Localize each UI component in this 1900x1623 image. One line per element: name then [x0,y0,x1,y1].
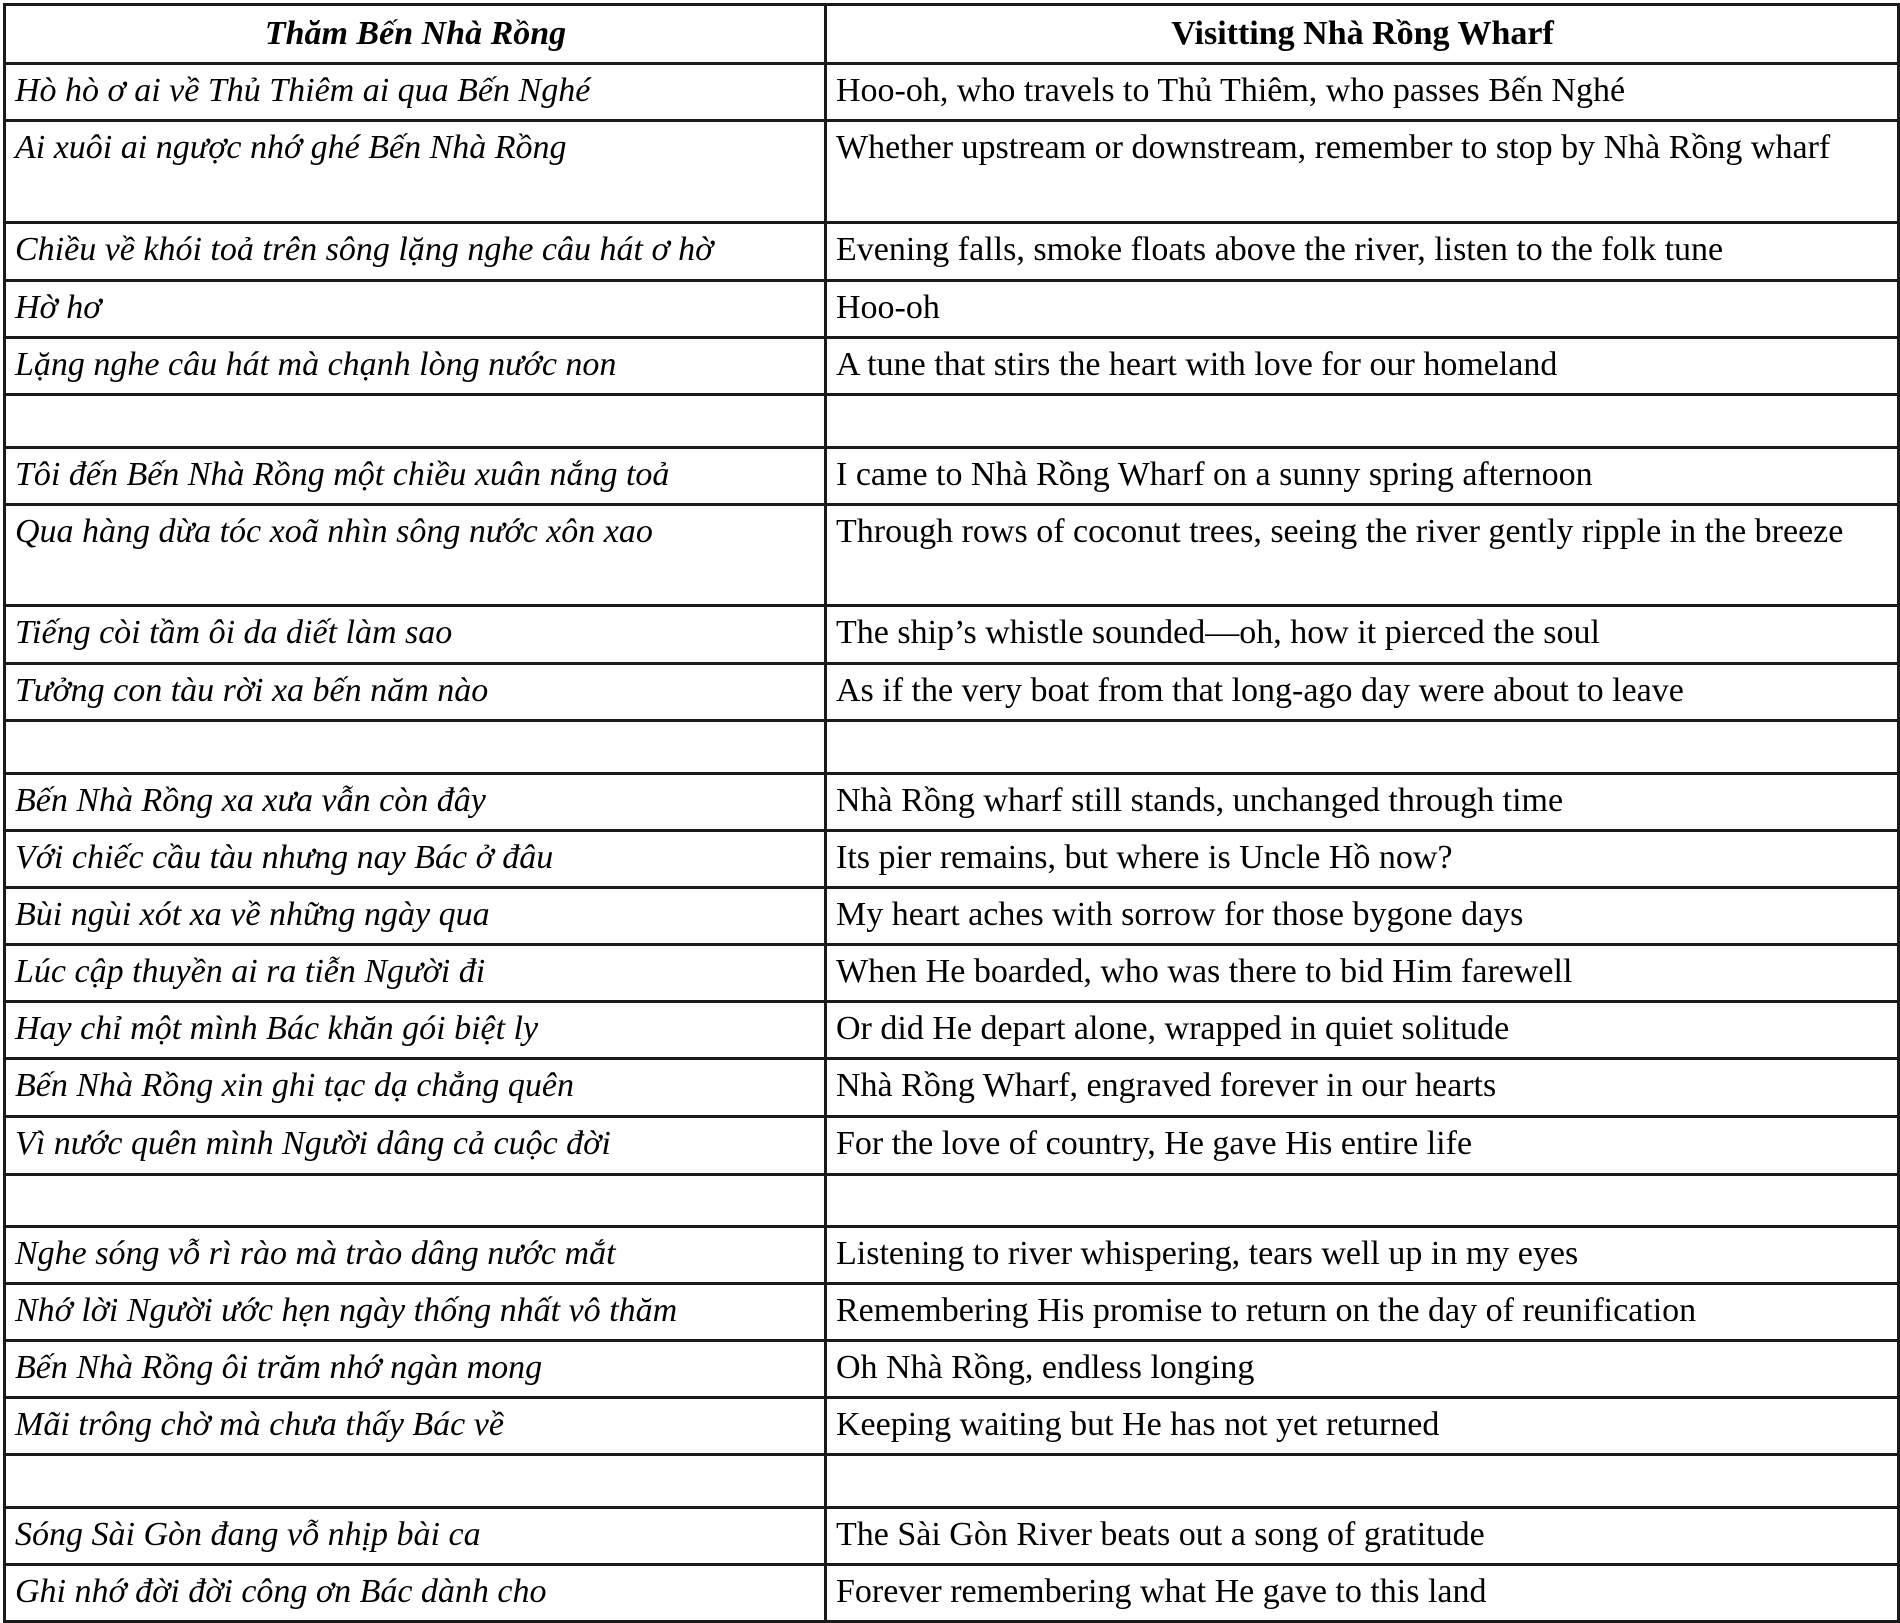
verse-row [5,1284,1899,1341]
vietnamese-verse-cell: Hay chỉ một mình Bác khăn gói biệt ly [5,1002,826,1059]
verse-row [5,606,1899,664]
english-translation-cell: For the love of country, He gave His entire life [826,1117,1899,1175]
verse-row [5,1117,1899,1175]
verse-row [5,1565,1899,1622]
vietnamese-verse-cell: Ghi nhớ đời đời công ơn Bác dành cho [5,1565,826,1622]
verse-row [5,1059,1899,1117]
verse-row [5,1341,1899,1398]
stanza-separator-row [5,721,1899,774]
vietnamese-verse-cell [5,1455,826,1508]
english-translation-cell: Keeping waiting but He has not yet returned [826,1398,1899,1455]
english-translation-cell: When He boarded, who was there to bid Him farewell [826,945,1899,1002]
verse-row [5,664,1899,721]
verse-row [5,448,1899,505]
verse-row [5,1398,1899,1455]
vietnamese-verse-cell [5,1175,826,1227]
english-translation-cell: Forever remembering what He gave to this land [826,1565,1899,1622]
poem-translation-table [3,3,1900,1623]
english-translation-cell [826,721,1899,774]
english-translation-cell: Listening to river whispering, tears well up in my eyes [826,1227,1899,1284]
stanza-separator-row [5,1175,1899,1227]
english-translation-cell: Whether upstream or downstream, remember to stop by Nhà Rồng wharf [826,121,1899,223]
vietnamese-title-header: Thăm Bến Nhà Rồng [5,5,826,64]
vietnamese-verse-cell: Mãi trông chờ mà chưa thấy Bác về [5,1398,826,1455]
verse-row [5,505,1899,606]
vietnamese-verse-cell: Sóng Sài Gòn đang vỗ nhịp bài ca [5,1508,826,1565]
verse-row [5,281,1899,338]
english-translation-cell: Oh Nhà Rồng, endless longing [826,1341,1899,1398]
vietnamese-verse-cell: Nhớ lời Người ước hẹn ngày thống nhất vô thăm [5,1284,826,1341]
english-translation-cell: Evening falls, smoke floats above the river, listen to the folk tune [826,223,1899,281]
verse-row [5,1508,1899,1565]
vietnamese-verse-cell: Hò hò ơ ai về Thủ Thiêm ai qua Bến Nghé [5,64,826,121]
poem-translation-document [3,3,1897,1619]
english-translation-cell: Nhà Rồng Wharf, engraved forever in our hearts [826,1059,1899,1117]
vietnamese-verse-cell: Chiều về khói toả trên sông lặng nghe câu hát ơ hờ [5,223,826,281]
vietnamese-verse-cell: Tôi đến Bến Nhà Rồng một chiều xuân nắng toả [5,448,826,505]
english-translation-cell: Remembering His promise to return on the day of reunification [826,1284,1899,1341]
stanza-separator-row [5,1455,1899,1508]
vietnamese-verse-cell: Với chiếc cầu tàu nhưng nay Bác ở đâu [5,831,826,888]
english-translation-cell: The Sài Gòn River beats out a song of gratitude [826,1508,1899,1565]
english-translation-cell [826,395,1899,448]
table-body [5,64,1899,1622]
english-translation-cell: Hoo-oh, who travels to Thủ Thiêm, who passes Bến Nghé [826,64,1899,121]
vietnamese-verse-cell [5,395,826,448]
vietnamese-verse-cell: Lặng nghe câu hát mà chạnh lòng nước non [5,338,826,395]
table-header-row [5,5,1899,64]
vietnamese-verse-cell [5,721,826,774]
vietnamese-verse-cell: Bùi ngùi xót xa về những ngày qua [5,888,826,945]
english-translation-cell: As if the very boat from that long-ago day were about to leave [826,664,1899,721]
verse-row [5,888,1899,945]
english-translation-cell: Its pier remains, but where is Uncle Hồ now? [826,831,1899,888]
english-translation-cell [826,1175,1899,1227]
english-translation-cell: Or did He depart alone, wrapped in quiet solitude [826,1002,1899,1059]
verse-row [5,223,1899,281]
vietnamese-verse-cell: Bến Nhà Rồng xin ghi tạc dạ chẳng quên [5,1059,826,1117]
english-title-header: Visitting Nhà Rồng Wharf [826,5,1899,64]
vietnamese-verse-cell: Tưởng con tàu rời xa bến năm nào [5,664,826,721]
verse-row [5,831,1899,888]
english-translation-cell: Hoo-oh [826,281,1899,338]
english-translation-cell: I came to Nhà Rồng Wharf on a sunny spring afternoon [826,448,1899,505]
verse-row [5,338,1899,395]
verse-row [5,1227,1899,1284]
stanza-separator-row [5,395,1899,448]
vietnamese-verse-cell: Bến Nhà Rồng ôi trăm nhớ ngàn mong [5,1341,826,1398]
english-translation-cell: Nhà Rồng wharf still stands, unchanged through time [826,774,1899,831]
english-translation-cell [826,1455,1899,1508]
english-translation-cell: The ship’s whistle sounded—oh, how it pierced the soul [826,606,1899,664]
vietnamese-verse-cell: Ai xuôi ai ngược nhớ ghé Bến Nhà Rồng [5,121,826,223]
vietnamese-verse-cell: Vì nước quên mình Người dâng cả cuộc đời [5,1117,826,1175]
english-translation-cell: My heart aches with sorrow for those bygone days [826,888,1899,945]
verse-row [5,64,1899,121]
vietnamese-verse-cell: Nghe sóng vỗ rì rào mà trào dâng nước mắt [5,1227,826,1284]
vietnamese-verse-cell: Qua hàng dừa tóc xoã nhìn sông nước xôn xao [5,505,826,606]
verse-row [5,1002,1899,1059]
english-translation-cell: A tune that stirs the heart with love for our homeland [826,338,1899,395]
vietnamese-verse-cell: Lúc cập thuyền ai ra tiễn Người đi [5,945,826,1002]
verse-row [5,774,1899,831]
vietnamese-verse-cell: Hờ hơ [5,281,826,338]
verse-row [5,945,1899,1002]
vietnamese-verse-cell: Tiếng còi tầm ôi da diết làm sao [5,606,826,664]
vietnamese-verse-cell: Bến Nhà Rồng xa xưa vẫn còn đây [5,774,826,831]
verse-row [5,121,1899,223]
english-translation-cell: Through rows of coconut trees, seeing the river gently ripple in the breeze [826,505,1899,606]
